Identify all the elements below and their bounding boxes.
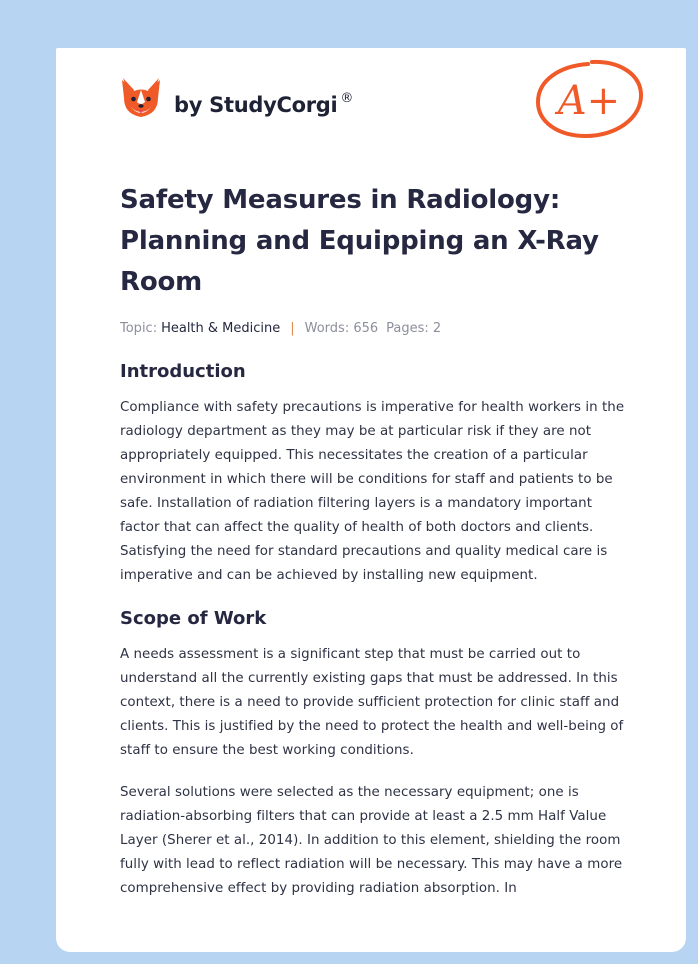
a-plus-badge	[534, 58, 646, 140]
section-introduction	[120, 359, 630, 588]
essay-meta	[120, 319, 630, 339]
section-scope-of-work	[120, 606, 630, 901]
registered-mark: ®	[340, 91, 354, 106]
essay-content	[120, 180, 630, 901]
corgi-logo-icon[interactable]	[120, 76, 162, 120]
brand-name[interactable]	[174, 93, 353, 117]
brand-text: by StudyCorgi	[174, 93, 338, 117]
paragraph: Several solutions were selected as the necessary equipment; one is radiation-absorbing filters that can provide at least a 2.5 mm Half Value Layer (Sherer et al., 2014). In addition to this element, shielding the room fully with lead to reflect radiation will be necessary. This may have a more comprehensive effect by providing radiation absorption. In	[120, 785, 623, 896]
essay-page	[56, 48, 686, 952]
section-heading: Scope of Work	[120, 608, 267, 629]
meta-divider: |	[290, 321, 295, 336]
topic-link[interactable]: Health & Medicine	[161, 321, 281, 336]
grade-text: A+	[557, 78, 621, 124]
paragraph: Compliance with safety precautions is imperative for health workers in the radiology department as they may be at particular risk if they are not appropriately equipped. This necessitates the creation of a particular environment in which there will be conditions for staff and patients to be safe. Installation of radiation filtering layers is a mandatory important factor that can affect the quality of health of both doctors and clients. Satisfying the need for standard precautions and quality medical care is imperative and can be achieved by installing new equipment.	[120, 400, 625, 583]
topic-label: Topic:	[120, 321, 158, 336]
page-count: Pages: 2	[386, 321, 442, 336]
essay-title: Safety Measures in Radiology: Planning and Equipping an X-Ray Room	[120, 185, 599, 297]
section-heading: Introduction	[120, 361, 246, 382]
word-count: Words: 656	[304, 321, 379, 336]
paragraph: A needs assessment is a significant step that must be carried out to understand all the currently existing gaps that must be addressed. In this context, there is a need to provide sufficient protection for clinic staff and clients. This is justified by the need to protect the health and well-being of staff to ensure the best working conditions.	[120, 647, 624, 758]
